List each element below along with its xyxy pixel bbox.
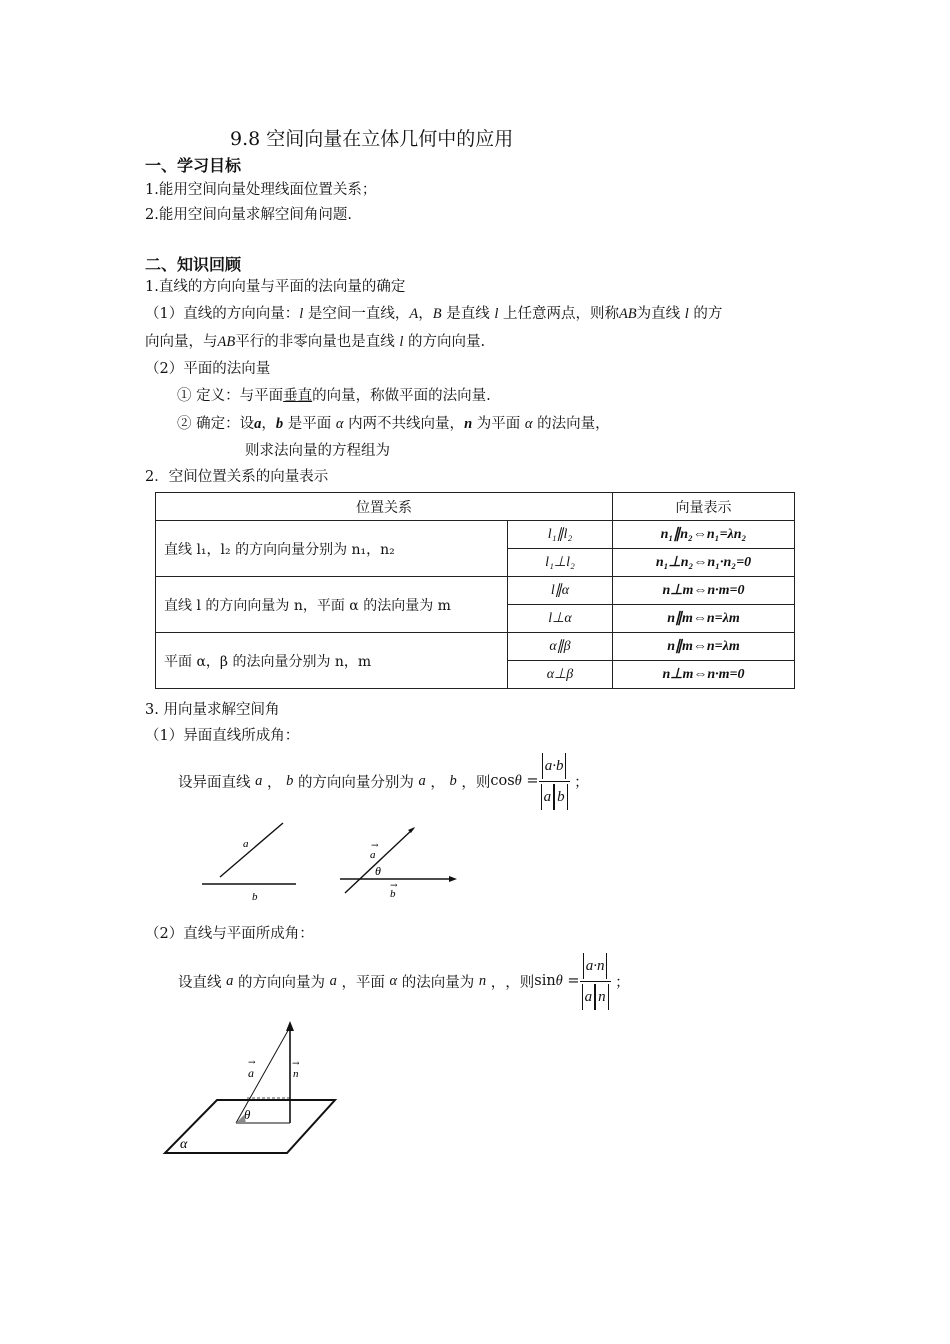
table-cell: α⊥β — [508, 661, 613, 689]
goal-item: 1.能用空间向量处理线面位置关系； — [145, 182, 377, 198]
relation-table — [155, 492, 795, 689]
table-cell: n∥m⇔n=λm — [613, 605, 795, 633]
svg-text:α: α — [180, 1137, 188, 1152]
table-cell: 直线 l₁，l₂ 的方向向量分别为 n₁，n₂ — [156, 521, 508, 577]
table-cell: l⊥α — [508, 605, 613, 633]
table-cell: n₁∥n₂⇔n₁=λn₂ — [613, 521, 795, 549]
subheading-2: 2．空间位置关系的向量表示 — [145, 469, 329, 485]
page-title: 9.8 空间向量在立体几何中的应用 — [230, 128, 514, 150]
table-cell: n₁⊥n₂⇔n₁·n₂=0 — [613, 549, 795, 577]
table-header: 位置关系 — [156, 493, 613, 521]
table-cell: n⊥m⇔n·m=0 — [613, 577, 795, 605]
cos-fraction: $\frac{a\cdot b}{\text{a b}}$ — [539, 753, 570, 810]
normal-vector-heading: （2）平面的法向量 — [145, 361, 271, 377]
table-cell: 直线 l 的方向向量为 n，平面 α 的法向量为 m — [156, 577, 508, 633]
svg-text:θ: θ — [375, 864, 381, 878]
svg-text:→: → — [248, 1058, 256, 1068]
table-cell: l₁∥l₂ — [508, 521, 613, 549]
line-plane-heading: （2）直线与平面所成角： — [145, 926, 314, 942]
direction-vector-text-2: 向向量，与AB平行的非零向量也是直线 l 的方向向量. — [145, 334, 486, 350]
table-cell: n∥m⇔n=λm — [613, 633, 795, 661]
svg-text:n: n — [293, 1068, 299, 1080]
svg-text:θ: θ — [244, 1107, 251, 1122]
equation-system-text: 则求法向量的方程组为 — [245, 443, 390, 459]
skew-angle-formula: 设异面直线 a ， b 的方向向量分别为 a ， b ，则 cos θ = $\frac{a\cdot b}{\text{a b}}$ ； — [178, 748, 589, 814]
svg-text:→: → — [390, 881, 398, 891]
subheading-1: 1.直线的方向向量与平面的法向量的确定 — [145, 279, 406, 295]
svg-text:a: a — [243, 838, 249, 850]
direction-vector-text: （1）直线的方向向量：l 是空间一直线，A，B 是直线 l 上任意两点，则称AB为直线 l 的方 — [145, 306, 723, 322]
table-cell: α∥β — [508, 633, 613, 661]
svg-text:a: a — [248, 1066, 254, 1080]
svg-text:b: b — [390, 888, 396, 900]
section-2-heading: 二、知识回顾 — [145, 255, 242, 274]
skew-lines-diagram — [195, 815, 470, 905]
skew-lines-heading: （1）异面直线所成角： — [145, 728, 300, 744]
svg-text:→: → — [292, 1059, 300, 1069]
table-cell: l₁⊥l₂ — [508, 549, 613, 577]
svg-text:a: a — [370, 849, 376, 861]
line-plane-diagram — [160, 1015, 350, 1160]
table-cell: 平面 α，β 的法向量分别为 n，m — [156, 633, 508, 689]
line-plane-angle-formula: 设直线 a 的方向向量为 a ，平面 α 的法向量为 n ， ，则 sin θ = $\frac{a\cdot n}{\text{a n}}$ ； — [178, 948, 630, 1014]
normal-determination: ② 确定：设a，b 是平面 α 内两不共线向量，n 为平面 α 的法向量， — [177, 416, 610, 432]
table-cell: l∥α — [508, 577, 613, 605]
sin-fraction: $\frac{a\cdot n}{\text{a n}}$ — [580, 953, 611, 1010]
table-header: 向量表示 — [613, 493, 795, 521]
goal-item: 2.能用空间向量求解空间角问题. — [145, 207, 352, 223]
svg-text:b: b — [252, 891, 258, 903]
table-cell: n⊥m⇔n·m=0 — [613, 661, 795, 689]
normal-definition: ① 定义：与平面垂直的向量，称做平面的法向量. — [177, 388, 491, 404]
section-1-heading: 一、学习目标 — [145, 156, 242, 175]
subheading-3: 3. 用向量求解空间角 — [145, 702, 280, 718]
svg-text:→: → — [371, 841, 379, 851]
